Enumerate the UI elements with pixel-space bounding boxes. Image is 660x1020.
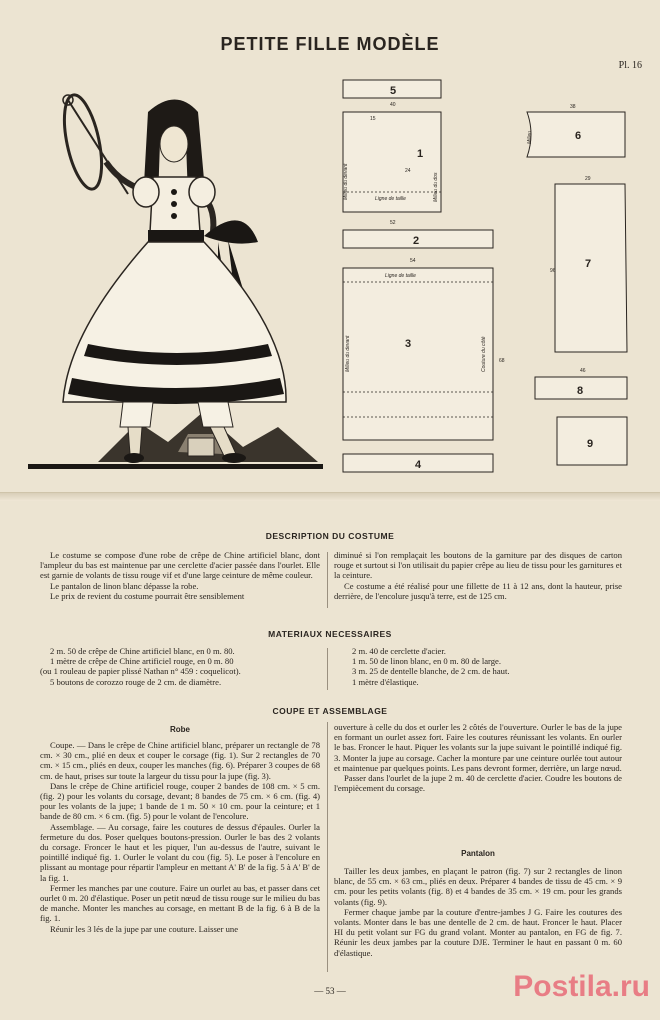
dim-24: 24 (405, 168, 411, 174)
pantalon-text-2: Fermer chaque jambe par la couture d'entre-jambes J G. Faire les coutures des volants. Monter dans le bas une dentelle de 2 cm. de haut. Froncer le haut. Placer HI du petit volant sur FG du grand volant. Monter au pantalon, en FG de fig. 7. Réunir les deux jambes par la couture DJE. Terminer le haut en passant 0 m. 60 d'élastique. (334, 906, 622, 958)
description-text-1: Le costume se compose d'une robe de crêpe de Chine artificiel blanc, dont l'ampleur du bas est maintenue par une cerclette d'acier passée dans l'ourlet. Elle est garnie de volants de tissu rouge vif et d'une large ceinture de même couleur. (40, 550, 320, 581)
description-text-5: Ce costume a été réalisé pour une fillette de 11 à 12 ans, dont la hauteur, prise derrière, de l'encolure jusqu'à terre, est de 125 cm. (334, 580, 622, 601)
dim-15: 15 (370, 116, 376, 122)
piece-number-1: 1 (417, 148, 424, 160)
column-divider (327, 648, 328, 690)
robe-heading: Robe (170, 725, 190, 734)
description-text-4: diminué si l'on remplaçait les boutons de la garniture par des disques de carton rouge et surtout si l'on utilisait du papier crêpe au lieu de tissu pour les garnitures et la ceinture. (334, 550, 622, 581)
pattern-pieces-diagram (335, 72, 645, 482)
page-title: PETITE FILLE MODÈLE (220, 34, 440, 54)
material-8: 1 mètre d'élastique. (352, 676, 419, 687)
material-6: 1 m. 50 de linon blanc, en 0 m. 80 de large. (352, 656, 502, 667)
girl-illustration (28, 82, 328, 474)
column-divider (327, 552, 328, 608)
robe-continued-column (334, 722, 622, 793)
robe-text-7: Passer dans l'ourlet de la jupe 2 m. 40 de cerclette d'acier. Coudre les boutons de l'empiècement du corsage. (334, 773, 622, 794)
dim-29: 29 (585, 176, 591, 182)
piece-number-8: 8 (577, 385, 584, 397)
materials-right (352, 646, 622, 687)
dim-96: 96 (550, 268, 556, 274)
pantalon-column (334, 866, 622, 958)
robe-text-4: Fermer les manches par une couture. Faire un ourlet au bas, et passer dans cet ourlet 0 m. 20 d'élastique. Poser un petit nœud de tissu rouge sur le milieu du bas de manche. Monter les manches au corsage, en mettant B de la fig. 6 à B de la fig. 1. (40, 882, 320, 924)
robe-text-5: Réunir les 3 lés de la jupe par une couture. Laisser une (50, 923, 239, 934)
piece-number-6: 6 (575, 130, 582, 142)
pantalon-heading: Pantalon (461, 849, 495, 858)
materials-heading: MATERIAUX NECESSAIRES (268, 629, 392, 639)
piece-number-3: 3 (405, 338, 412, 350)
label-fold-back: Milieu du dos (433, 172, 439, 202)
piece-number-9: 9 (587, 438, 594, 450)
material-3: (ou 1 rouleau de papier plissé Nathan n° 459 : coquelicot). (40, 666, 241, 677)
label-fold: Milieu du devant (343, 163, 349, 200)
page-fold (0, 492, 660, 501)
watermark: Postila.ru (513, 970, 650, 1003)
pantalon-text-1: Tailler les deux jambes, en plaçant le patron (fig. 7) sur 2 rectangles de linon blanc, de 55 cm. × 63 cm., pliés en deux. Préparer 4 bandes de tissu de 45 cm. × 9 cm. pour les petits volants (fig. 8) et 4 bandes de 35 cm. × 19 cm. pour les grands volants (fig. 9). (334, 866, 622, 907)
label-waist-1: Ligne de taille (375, 196, 406, 202)
piece-3 (343, 268, 493, 440)
material-7: 3 m. 25 de dentelle blanche, de 2 cm. de haut. (352, 666, 510, 677)
plate-number: Pl. 16 (618, 60, 642, 71)
piece-number-5: 5 (390, 85, 397, 97)
dim-46: 46 (580, 368, 586, 374)
robe-text-1: Coupe. — Dans le crêpe de Chine artificiel blanc, préparer un rectangle de 78 cm. × 30 cm., plié en deux et couper le corsage (fig. 1). Sur 2 rectangles de 70 cm. × 15 cm., pliés en deux, couper les manches (fig. 6). Préparer 3 coupes de 68 cm. de haut, prises sur toute la largeur du tissu pour la jupe (fig. 3). (40, 740, 320, 781)
robe-column (40, 740, 320, 934)
description-text-3: Le prix de revient du costume pourrait être sensiblement (50, 590, 245, 601)
description-left (40, 550, 320, 601)
assembly-heading: COUPE ET ASSEMBLAGE (272, 706, 388, 716)
materials-left (40, 646, 320, 687)
label-waist-3: Ligne de taille (385, 273, 416, 279)
page-number: — 53 — (314, 986, 346, 996)
description-heading: DESCRIPTION DU COSTUME (265, 531, 395, 541)
robe-text-3: Assemblage. — Au corsage, faire les coutures de dessus d'épaules. Ourler la fermeture du dos. Poser quelques boutons-pression. Ourler le bas des 2 volants du corsage. Froncer le haut et les piquer, l'un au-dessus de l'autre, suivant le pointillé indiqué fig. 1. Ourler le volant du cou (fig. 5). Le poser à l'encolure en plissant au montage pour répartir l'ampleur en mettant A' B' de la fig. 5 à A' B' de la fig. 1. (40, 821, 320, 883)
description-text-2: Le pantalon de linon blanc dépasse la robe. (50, 580, 199, 591)
dim-52: 52 (390, 220, 396, 226)
piece-number-4: 4 (415, 459, 422, 471)
dim-68: 68 (499, 358, 505, 364)
robe-text-6: ouverture à celle du dos et ourler les 2 côtés de l'ouverture. Ourler le bas de la jupe en formant un ourlet assez fort. Faire les coutures réunissant les volants. En ourler le bas. Froncer le haut. Piquer les volants sur la jupe suivant le pointillé indiqué fig. 3. Monter la jupe au corsage. Cacher la monture par une ceinture ourlée tout autour et maintenue par quelques points. Les pans devront former, derrière, un large nœud. (334, 722, 622, 773)
piece-number-2: 2 (413, 235, 420, 247)
dim-40: 40 (390, 102, 396, 108)
label-sleeve-fold: Milieu (527, 130, 533, 144)
dim-38: 38 (570, 104, 576, 110)
label-cote: Couture du côté (481, 336, 487, 372)
material-5: 2 m. 40 de cerclette d'acier. (352, 646, 446, 656)
dim-54: 54 (410, 258, 416, 264)
piece-number-7: 7 (585, 258, 592, 270)
material-2: 1 mètre de crêpe de Chine artificiel rouge, en 0 m. 80 (50, 656, 234, 667)
material-1: 2 m. 50 de crêpe de Chine artificiel blanc, en 0 m. 80. (50, 646, 235, 656)
column-divider (327, 722, 328, 972)
robe-text-2: Dans le crêpe de Chine artificiel rouge, couper 2 bandes de 108 cm. × 5 cm. (fig. 2) pour les volants du corsage, devant; 8 bandes de 75 cm. × 6 cm. (fig. 4) pour les volants de la jupe; 1 bande de 1 m. 50 × 10 cm. pour la ceinture; et 1 bande de 80 cm. × 6 cm. (fig. 5) pour le volant de l'encolure. (40, 780, 320, 822)
label-fold-3: Milieu du devant (345, 335, 351, 372)
material-4: 5 boutons de corozzo rouge de 2 cm. de diamètre. (50, 676, 222, 687)
description-right (334, 550, 622, 601)
